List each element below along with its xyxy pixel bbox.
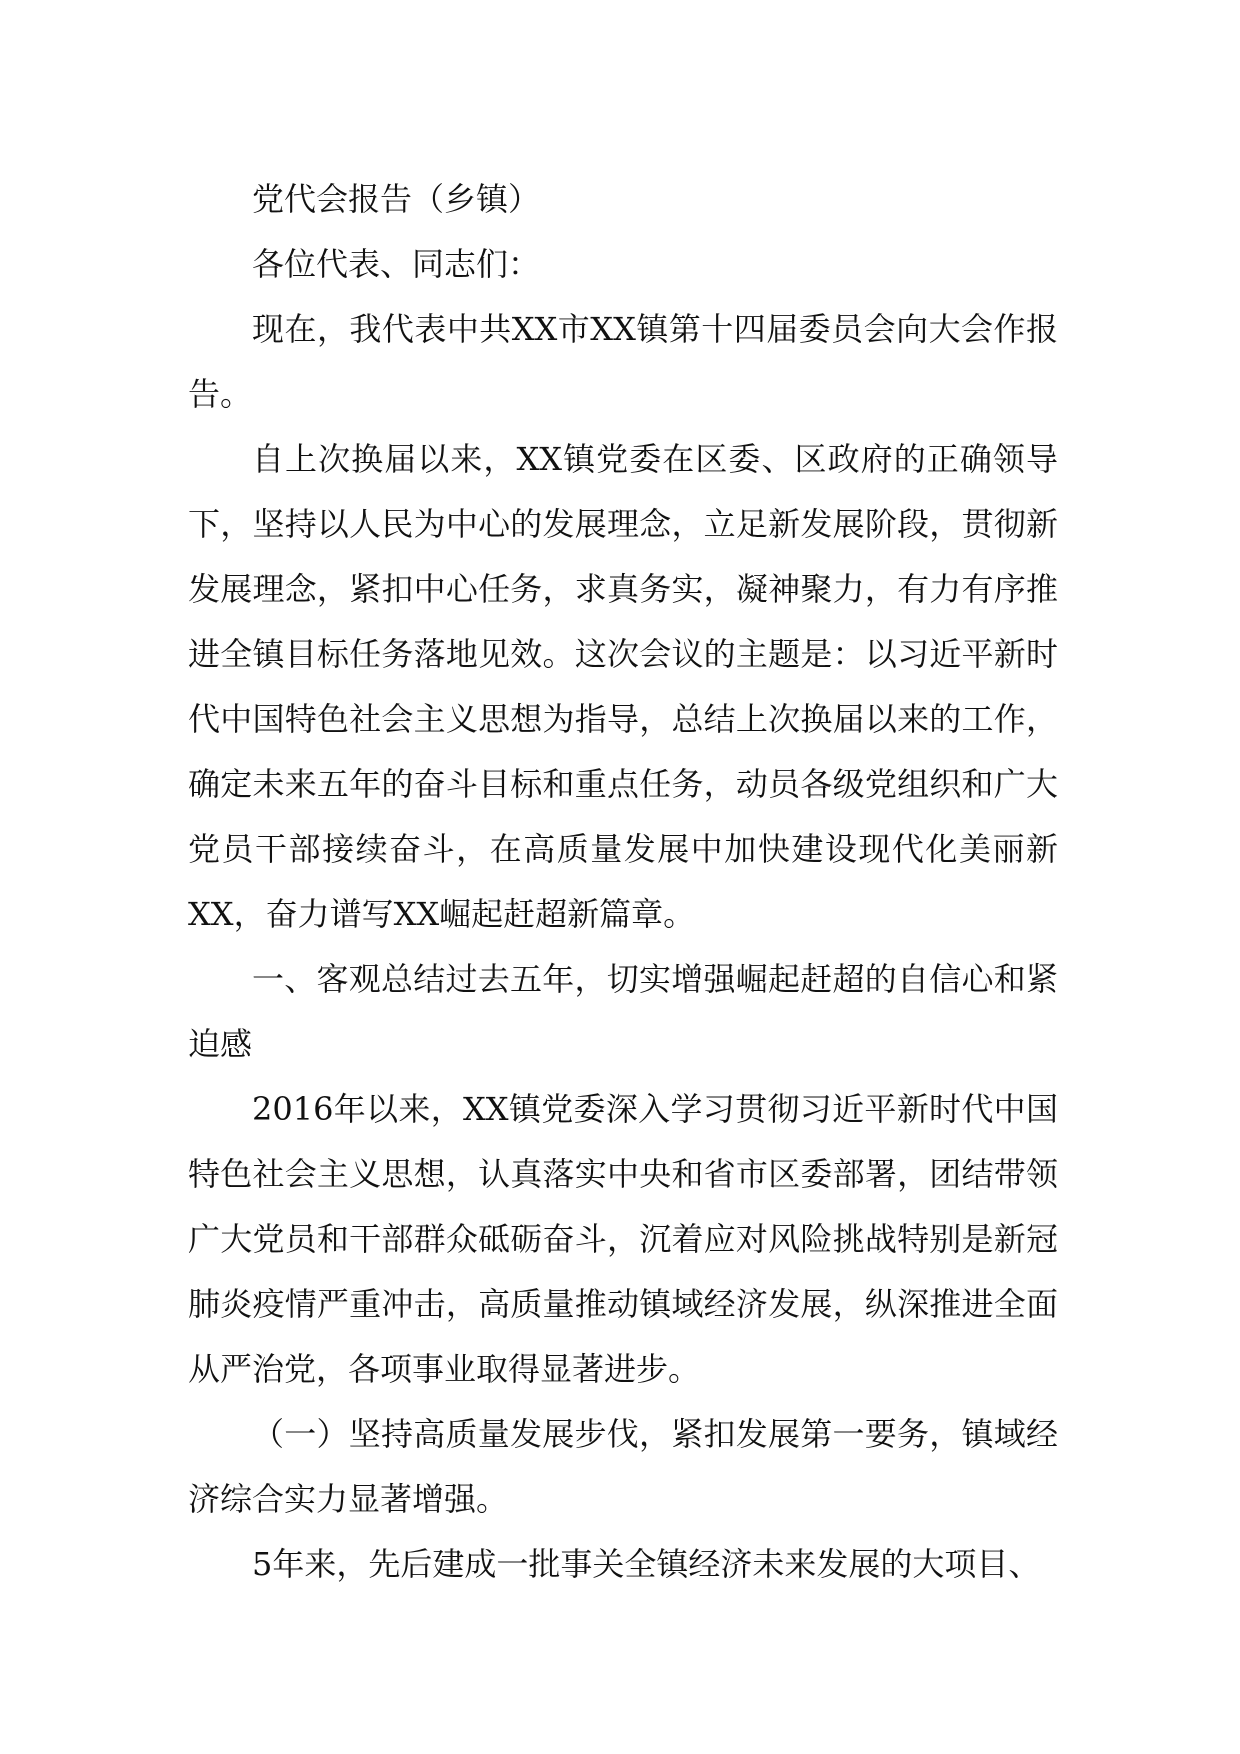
paragraph-summary: 2016年以来，XX镇党委深入学习贯彻习近平新时代中国特色社会主义思想，认真落实中央和省市区委部署，团结带领广大党员和干部群众砥砺奋斗，沉着应对风险挑战特别是新冠肺炎疫情严重冲击，高质量推动镇域经济发展，纵深推进全面从严治党，各项事业取得显著进步。	[188, 1090, 1058, 1388]
paragraph-theme: 自上次换届以来，XX镇党委在区委、区政府的正确领导下，坚持以人民为中心的发展理念，立足新发展阶段，贯彻新发展理念，紧扣中心任务，求真务实，凝神聚力，有力有序推进全镇目标任务落地见效。这次会议的主题是：以习近平新时代中国特色社会主义思想为指导，总结上次换届以来的工作，确定未来五年的奋斗目标和重点任务，动员各级党组织和广大党员干部接续奋斗，在高质量发展中加快建设现代化美丽新XX，奋力谱写XX崛起赶超新篇章。	[188, 440, 1058, 933]
section-heading-1: 一、客观总结过去五年，切实增强崛起赶超的自信心和紧迫感	[188, 960, 1058, 1063]
document-body	[188, 167, 1058, 1597]
paragraph-projects: 5年来，先后建成一批事关全镇经济未来发展的大项目、	[252, 1545, 1041, 1583]
subsection-heading-1: （一）坚持高质量发展步伐，紧扣发展第一要务，镇域经济综合实力显著增强。	[188, 1415, 1058, 1518]
salutation: 各位代表、同志们：	[252, 245, 541, 283]
paragraph-opening: 现在，我代表中共XX市XX镇第十四届委员会向大会作报告。	[188, 310, 1058, 413]
document-title: 党代会报告（乡镇）	[252, 180, 541, 218]
